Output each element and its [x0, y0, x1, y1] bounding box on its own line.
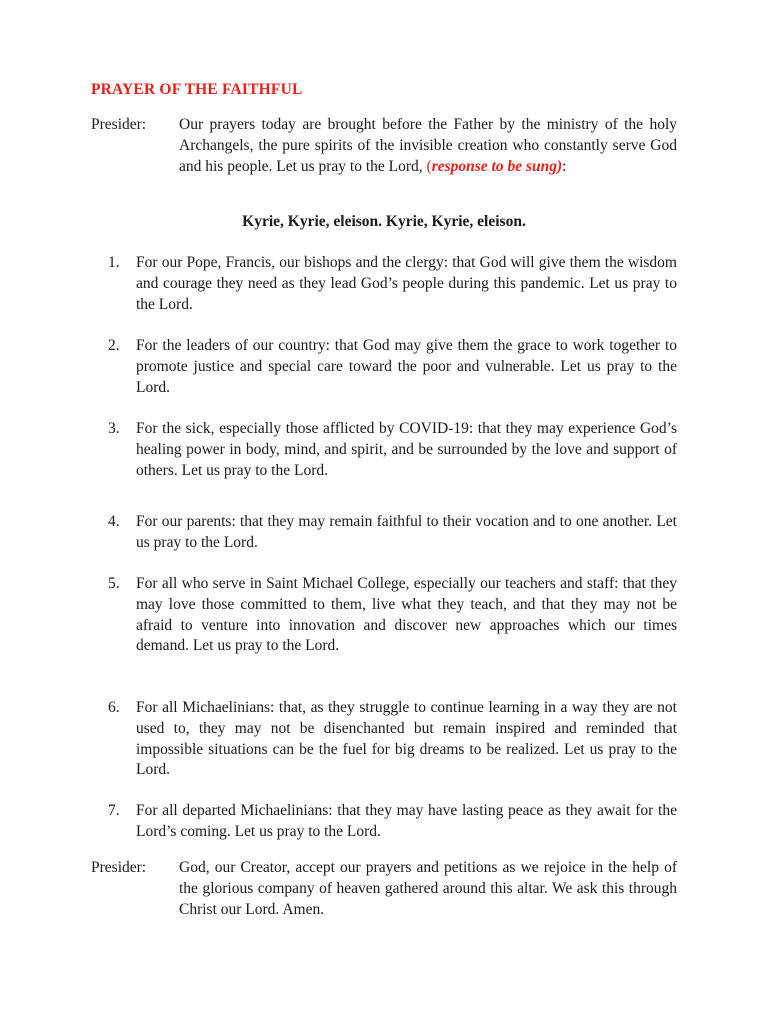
petition-number: 1.	[108, 254, 120, 271]
sung-response: Kyrie, Kyrie, eleison. Kyrie, Kyrie, eleison.	[242, 213, 526, 230]
response-note: response to be sung)	[431, 157, 563, 175]
petition-item-5	[108, 574, 677, 657]
petition-number: 3.	[108, 420, 120, 437]
petition-text: For the leaders of our country: that God may give them the grace to work together to promote justice and special care toward the poor and vulnerable. Let us pray to the Lord.	[136, 337, 677, 396]
petition-text: For our Pope, Francis, our bishops and the clergy: that God will give them the wisdom and courage they need as they lead God’s people during this pandemic. Let us pray to the Lord.	[136, 254, 677, 313]
petition-text: For all Michaelinians: that, as they struggle to continue learning in a way they are not used to, they may not be disenchanted but remain inspired and reminded that impossible situations can be the fuel for big dreams to be realized. Let us pray to the Lord.	[136, 699, 677, 779]
petition-text: For all who serve in Saint Michael College, especially our teachers and staff: that they may love those committed to them, live what they teach, and that they may not be afraid to venture into innovation and discover new approaches which our times demand. Let us pray to the Lord.	[136, 575, 677, 655]
petition-text: For all departed Michaelinians: that they may have lasting peace as they await for the Lord’s coming. Let us pray to the Lord.	[136, 802, 677, 840]
petition-item-4	[108, 512, 677, 554]
response-note-paren: (	[426, 157, 432, 175]
petition-item-3	[108, 419, 677, 481]
petition-number: 5.	[108, 575, 120, 592]
opening-presider-block	[91, 115, 677, 177]
opening-prayer-body: Our prayers today are brought before the Father by the ministry of the holy Archangels, the pure spirits of the invisible creation who constantly serve God and his people. Let us pray to the Lord,	[179, 116, 677, 175]
petition-number: 4.	[108, 513, 120, 530]
petition-item-1	[108, 253, 677, 315]
petition-text: For our parents: that they may remain faithful to their vocation and to one another. Let us pray to the Lord.	[136, 513, 677, 551]
petition-item-2	[108, 336, 677, 398]
page-title: PRAYER OF THE FAITHFUL	[91, 81, 303, 98]
response-note-colon: :	[562, 157, 567, 175]
closing-presider-block	[91, 858, 677, 920]
presider-label: Presider:	[91, 116, 147, 133]
petition-text: For the sick, especially those afflicted by COVID-19: that they may experience God’s healing power in body, mind, and spirit, and be surrounded by the love and support of others. Let us pray to the Lord.	[136, 420, 677, 479]
petition-item-6	[108, 698, 677, 781]
petition-number: 7.	[108, 802, 120, 819]
petition-number: 2.	[108, 337, 120, 354]
presider-label: Presider:	[91, 859, 147, 876]
petition-number: 6.	[108, 699, 120, 716]
opening-prayer-text	[179, 115, 677, 177]
closing-prayer-text: God, our Creator, accept our prayers and petitions as we rejoice in the help of the glorious company of heaven gathered around this altar. We ask this through Christ our Lord. Amen.	[179, 859, 677, 918]
petition-item-7	[108, 801, 677, 843]
